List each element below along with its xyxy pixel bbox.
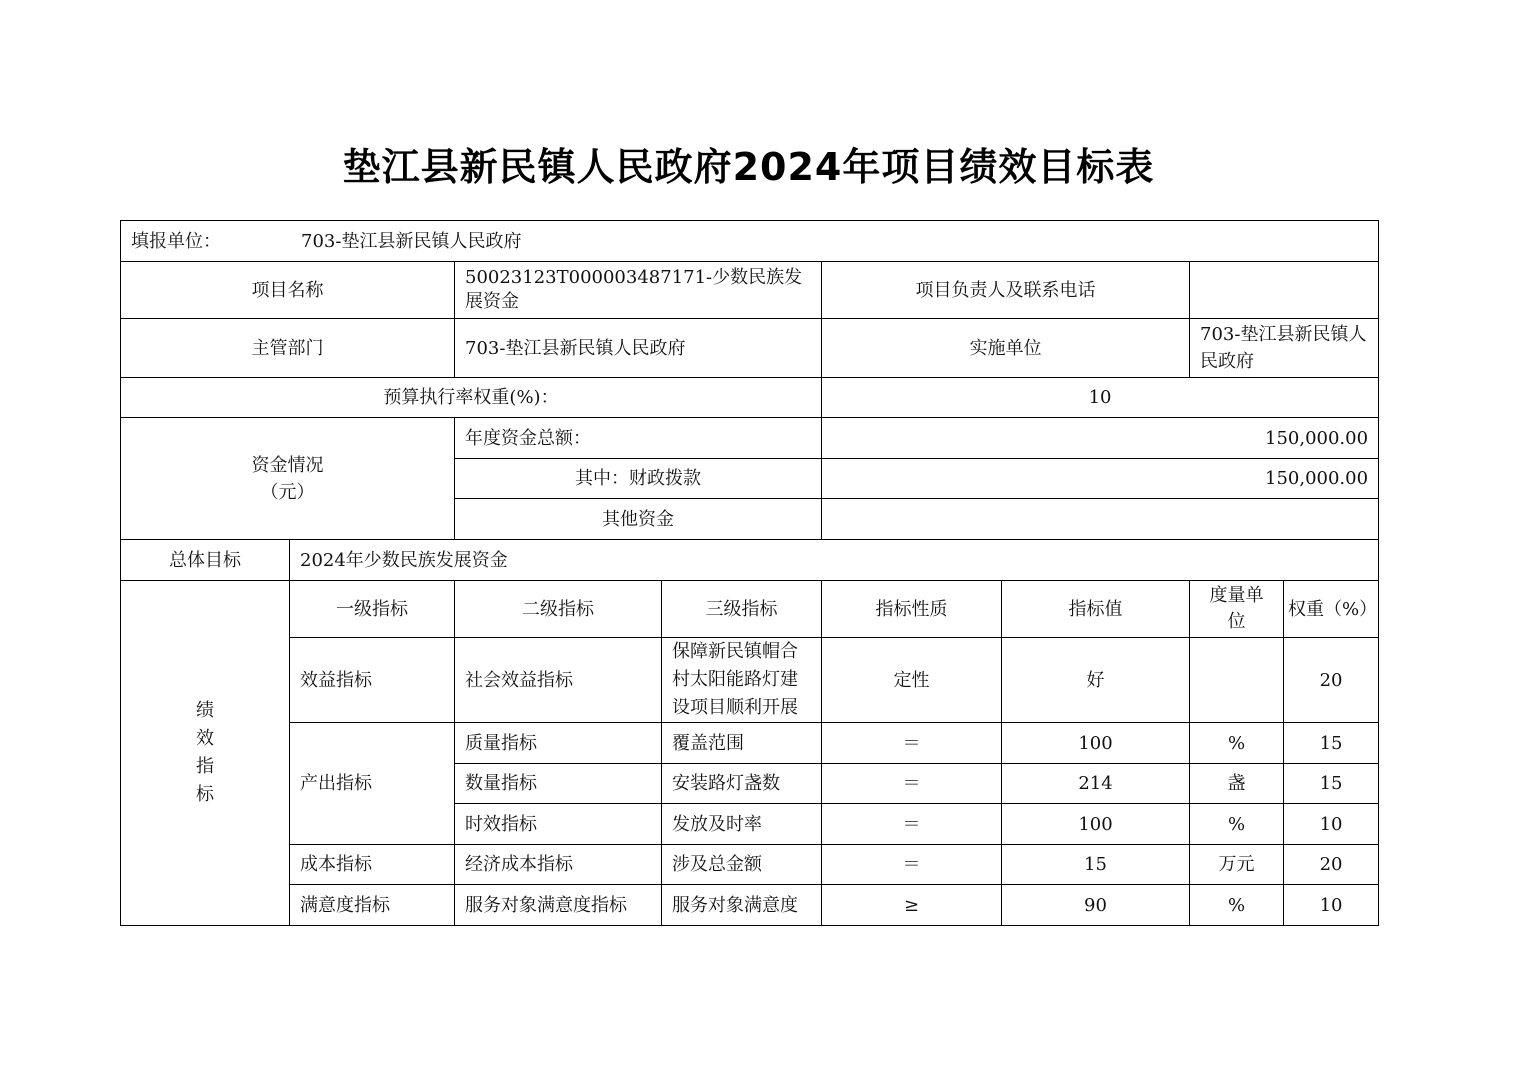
indicator-weight: 15 [1284,764,1379,804]
implementing-unit-value: 703-垫江县新民镇人民政府 [1190,319,1379,378]
level2-indicator: 服务对象满意度指标 [455,885,662,926]
indicator-value: 100 [1002,723,1190,764]
funds-label: 资金情况 [251,454,324,476]
indicator-section-char: 标 [196,784,214,805]
funds-total-label: 年度资金总额： [455,418,822,459]
indicator-unit: % [1190,804,1284,845]
reporting-unit-value: 703-垫江县新民镇人民政府 [301,230,522,252]
indicator-weight: 20 [1284,638,1379,723]
indicator-section-char: 绩 [196,700,214,721]
indicator-unit: 盏 [1190,764,1284,804]
project-name-value: 50023123T000003487171-少数民族发展资金 [455,262,822,319]
department-row [121,319,1379,378]
indicator-row [121,845,1379,885]
header-row [121,221,1379,262]
implementing-unit-label: 实施单位 [822,319,1190,378]
level3-indicator: 涉及总金额 [662,845,822,885]
indicator-row [121,885,1379,926]
department-label: 主管部门 [121,319,455,378]
level1-indicator: 产出指标 [290,723,455,845]
column-header: 一级指标 [290,581,455,638]
level2-indicator: 数量指标 [455,764,662,804]
project-owner-value [1190,262,1379,319]
level2-indicator: 时效指标 [455,804,662,845]
budget-weight-row [121,378,1379,418]
indicator-nature: 定性 [822,638,1002,723]
indicator-unit: % [1190,885,1284,926]
indicator-value: 15 [1002,845,1190,885]
indicator-section-label [121,581,290,926]
level1-indicator: 满意度指标 [290,885,455,926]
indicator-unit [1190,638,1284,723]
indicator-section-char: 效 [196,728,214,749]
indicator-nature: ＝ [822,804,1002,845]
funds-fiscal-label: 其中：财政拨款 [455,459,822,499]
level2-indicator: 经济成本指标 [455,845,662,885]
indicator-value: 214 [1002,764,1190,804]
indicator-nature: ≥ [822,885,1002,926]
level1-indicator: 效益指标 [290,638,455,723]
department-value: 703-垫江县新民镇人民政府 [455,319,822,378]
funds-total-row [121,418,1379,459]
funds-total-value: 150,000.00 [822,418,1379,459]
level3-indicator: 发放及时率 [662,804,822,845]
level3-indicator: 安装路灯盏数 [662,764,822,804]
column-header: 二级指标 [455,581,662,638]
indicator-row [121,638,1379,723]
indicator-value: 100 [1002,804,1190,845]
level1-indicator: 成本指标 [290,845,455,885]
indicator-unit: % [1190,723,1284,764]
column-header: 权重（%） [1284,581,1379,638]
indicator-unit: 万元 [1190,845,1284,885]
indicator-row [121,723,1379,764]
reporting-unit-cell [121,221,1379,262]
indicator-weight: 10 [1284,804,1379,845]
indicator-weight: 20 [1284,845,1379,885]
level3-indicator: 服务对象满意度 [662,885,822,926]
level2-indicator: 质量指标 [455,723,662,764]
performance-table [120,220,1379,926]
project-owner-label: 项目负责人及联系电话 [822,262,1190,319]
project-name-row [121,262,1379,319]
project-name-label: 项目名称 [121,262,455,319]
level3-indicator: 保障新民镇帽合村太阳能路灯建设项目顺利开展 [662,638,822,723]
page-title: 垫江县新民镇人民政府2024年项目绩效目标表 [342,145,1155,189]
funds-other-label: 其他资金 [455,499,822,540]
overall-goal-value: 2024年少数民族发展资金 [290,540,1379,581]
indicator-header-row [121,581,1379,638]
level2-indicator: 社会效益指标 [455,638,662,723]
funds-fiscal-value: 150,000.00 [822,459,1379,499]
budget-weight-label: 预算执行率权重(%)： [121,378,822,418]
indicator-nature: ＝ [822,845,1002,885]
column-header: 指标值 [1002,581,1190,638]
funds-label-cell [121,418,455,540]
funds-unit: （元） [260,481,315,503]
indicator-section-char: 指 [196,756,214,777]
budget-weight-value: 10 [822,378,1379,418]
indicator-value: 好 [1002,638,1190,723]
reporting-unit-label: 填报单位： [131,230,221,252]
indicator-weight: 10 [1284,885,1379,926]
indicator-weight: 15 [1284,723,1379,764]
overall-goal-label: 总体目标 [121,540,290,581]
funds-other-value [822,499,1379,540]
overall-goal-row [121,540,1379,581]
level3-indicator: 覆盖范围 [662,723,822,764]
column-header: 指标性质 [822,581,1002,638]
indicator-nature: ＝ [822,764,1002,804]
indicator-value: 90 [1002,885,1190,926]
column-header: 度量单位 [1190,581,1284,638]
column-header: 三级指标 [662,581,822,638]
indicator-nature: ＝ [822,723,1002,764]
